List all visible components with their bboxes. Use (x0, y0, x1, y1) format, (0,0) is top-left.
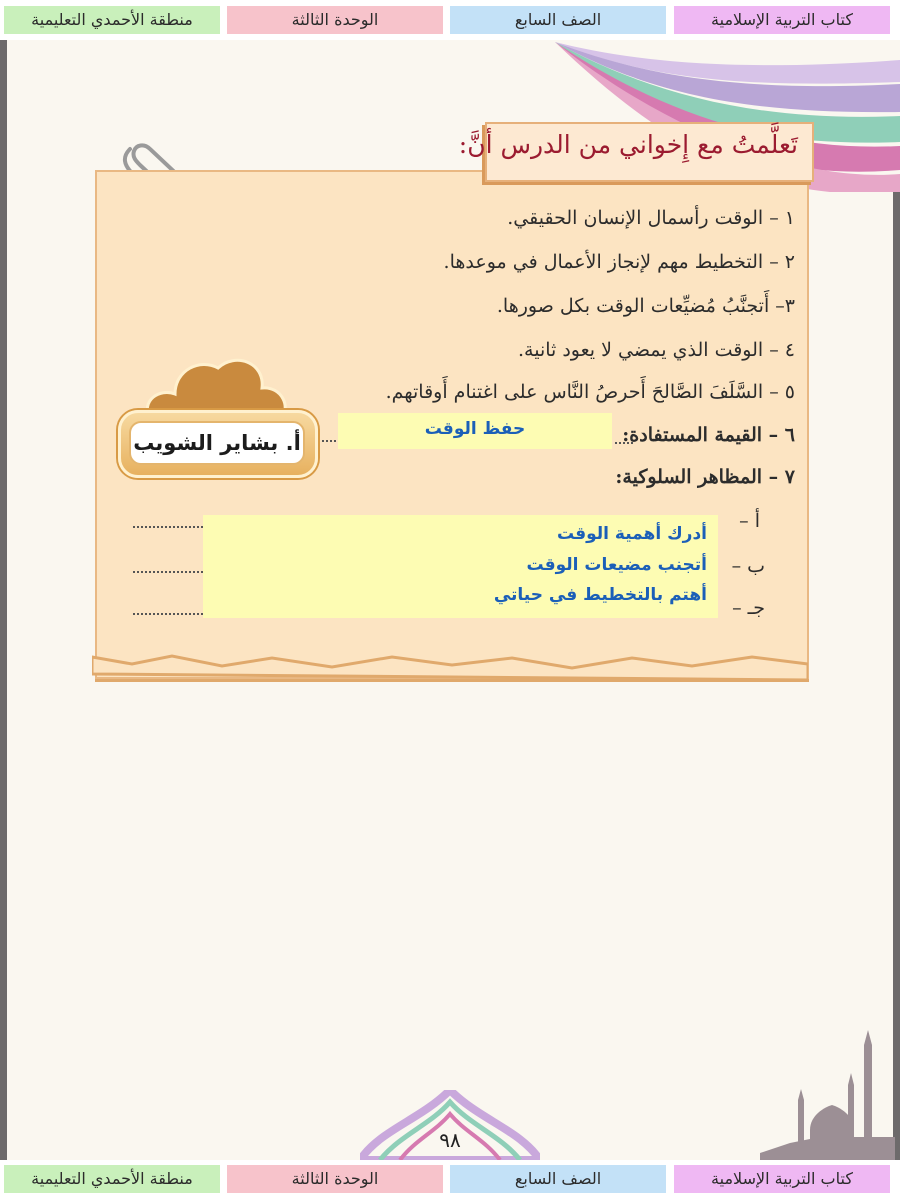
frame-border-left (0, 40, 7, 1160)
list-item: ٤ – الوقت الذي يمضي لا يعود ثانية. (517, 339, 795, 361)
answer-dots (133, 526, 203, 528)
footer-bar (0, 1165, 900, 1193)
teacher-badge (118, 410, 318, 478)
answer-dots (615, 442, 633, 444)
value-label: ٦ – القيمة المستفادة: (622, 424, 795, 446)
answer-dots (133, 571, 203, 573)
behavior-answer: أدرك أهمية الوقت (556, 524, 707, 544)
behavior-answer: أتجنب مضيعات الوقت (526, 555, 707, 575)
value-answer: حفظ الوقت (424, 419, 526, 439)
behaviors-label: ٧ – المظاهر السلوكية: (615, 466, 795, 488)
behavior-answer: أهتم بالتخطيط في حياتي (493, 585, 707, 605)
lesson-title: تَعلَّمتُ مع إِخواني من الدرس أنَّ: (458, 130, 798, 159)
header-grade: الصف السابع (450, 6, 666, 34)
answer-dots (133, 613, 203, 615)
header-bar (0, 6, 900, 34)
teacher-name: أ. بشاير الشويب (129, 421, 305, 465)
list-item: ١ – الوقت رأسمال الإنسان الحقيقي. (507, 207, 795, 229)
header-book: كتاب التربية الإسلامية (674, 6, 890, 34)
behavior-letter: أ – (739, 510, 760, 532)
behavior-letter: جـ – (732, 597, 765, 619)
mosque-icon (760, 1025, 895, 1160)
footer-unit: الوحدة الثالثة (227, 1165, 443, 1193)
torn-edge (92, 652, 808, 682)
title-card (458, 122, 814, 182)
footer-region: منطقة الأحمدي التعليمية (4, 1165, 220, 1193)
header-unit: الوحدة الثالثة (227, 6, 443, 34)
answer-dots (315, 440, 340, 442)
behavior-letter: ب – (731, 555, 765, 577)
frame-border-right (893, 180, 900, 1160)
list-item: ٣– أَتجنَّبُ مُضيِّعات الوقت بكل صورها. (496, 295, 795, 317)
footer-book: كتاب التربية الإسلامية (674, 1165, 890, 1193)
list-item: ٢ – التخطيط مهم لإنجاز الأعمال في موعدها. (443, 251, 795, 273)
list-item: ٥ – السَّلَفَ الصَّالحَ أَحرصُ النَّاس على اغتنام أَوقاتهم. (385, 381, 795, 403)
page-number: ٩٨ (439, 1128, 461, 1152)
footer-grade: الصف السابع (450, 1165, 666, 1193)
header-region: منطقة الأحمدي التعليمية (4, 6, 220, 34)
